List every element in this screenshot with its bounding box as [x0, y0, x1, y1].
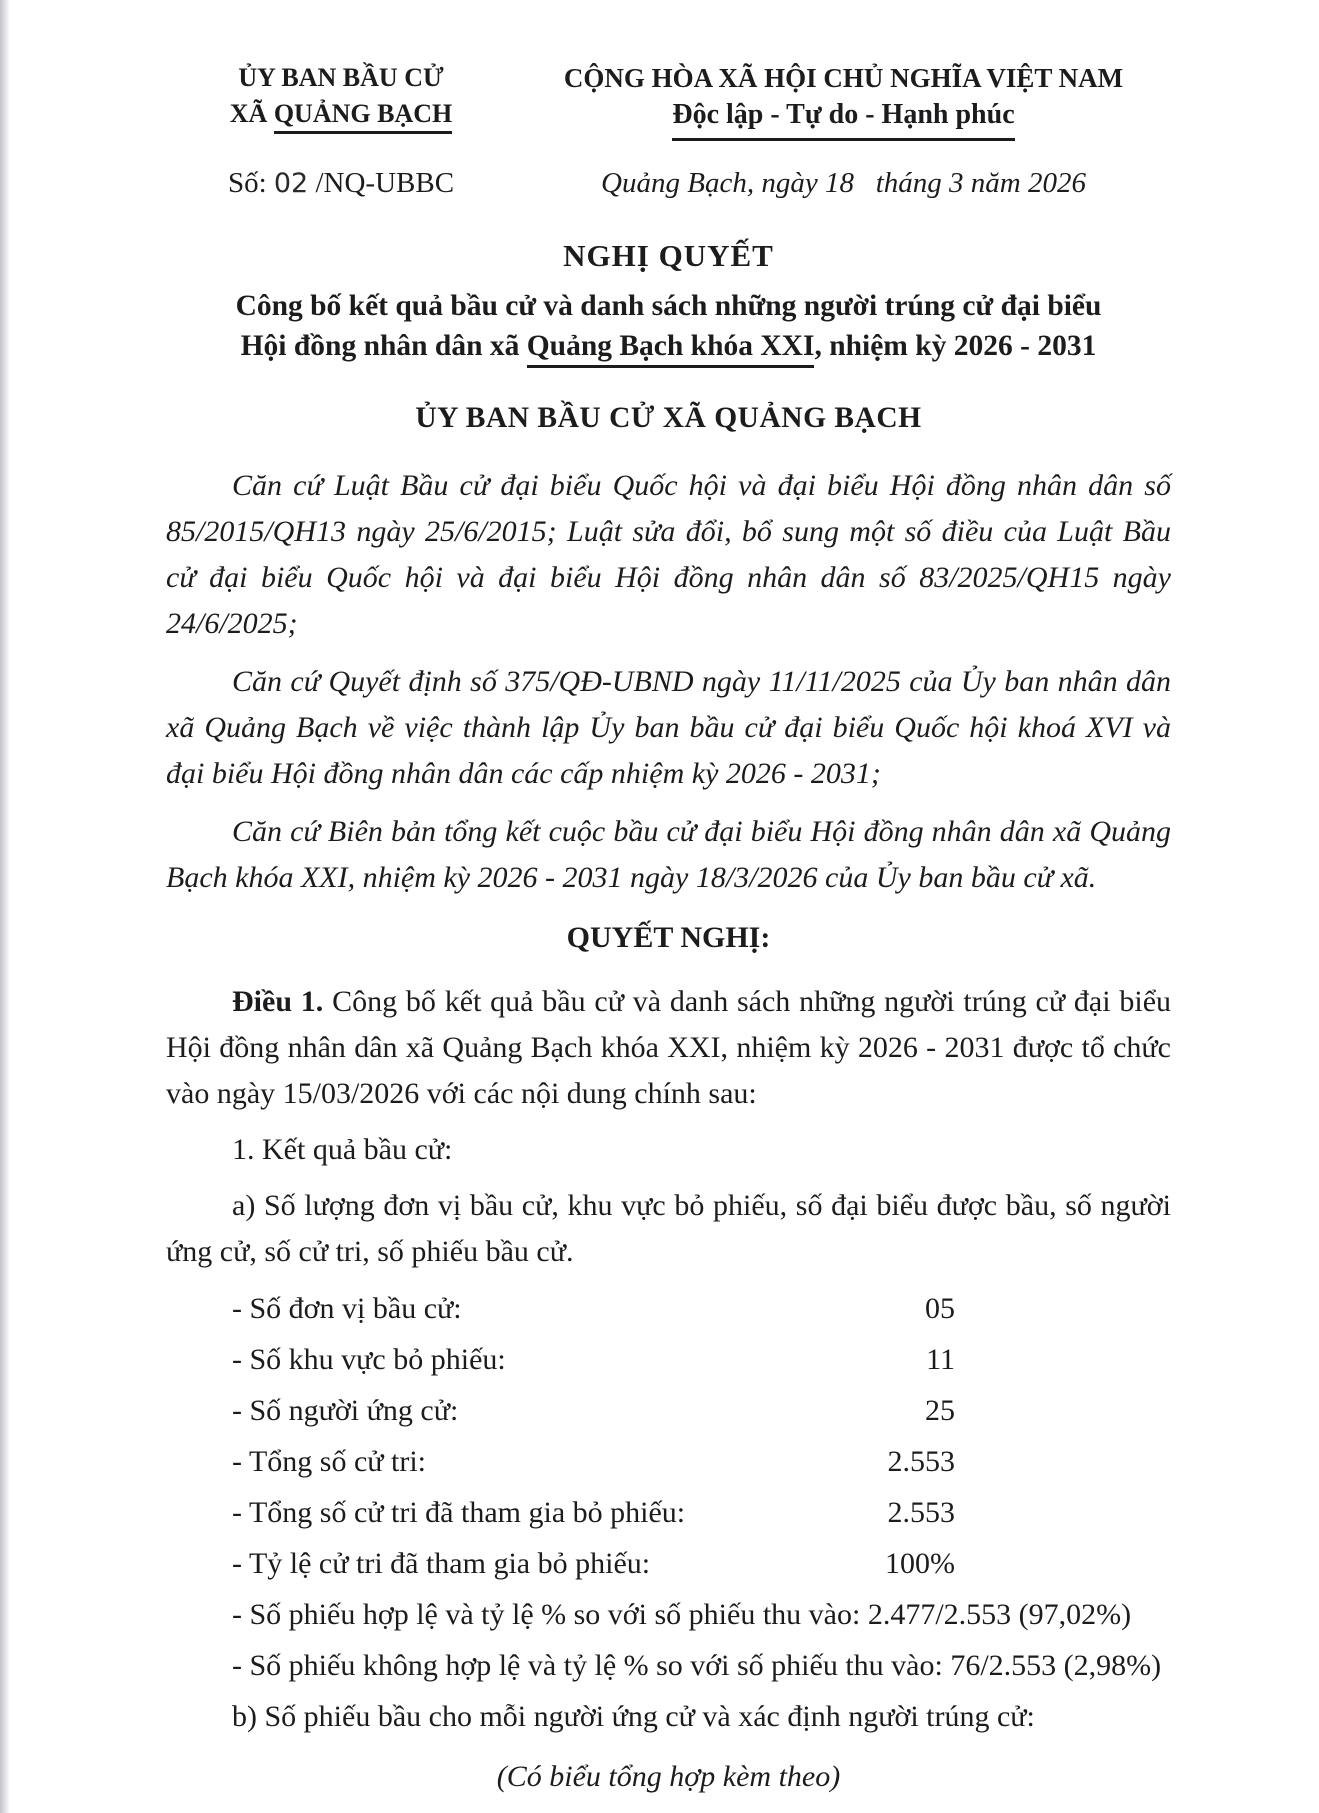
preamble-paragraph: Căn cứ Luật Bầu cử đại biểu Quốc hội và đại biểu Hội đồng nhân dân số 85/2015/QH13 ngày 25/6/2015; Luật sửa đổi, bổ sung một số điều của Luật Bầu cử đại biểu Quốc hội và đại biểu Hội đồng nhân dân số 83/2025/QH15 ngày 24/6/2025;: [166, 469, 1171, 640]
document-number-value: 02: [273, 168, 309, 199]
org-name-line2-pre: XÃ: [229, 99, 274, 128]
document-number: [166, 167, 516, 200]
issuing-org-block: [166, 60, 516, 141]
stat-row: [166, 1547, 1171, 1581]
stat-value: 11: [926, 1343, 955, 1376]
item-b-line: b) Số phiếu bầu cho mỗi người ứng cử và xác định người trúng cử:: [232, 1700, 1035, 1733]
title-line2-post: , nhiệm kỳ 2026 - 2031: [814, 330, 1097, 362]
preamble-section: [166, 463, 1171, 901]
stat-row: [166, 1496, 1171, 1530]
stat-value: 05: [925, 1292, 955, 1325]
document-header: [166, 60, 1171, 141]
stat-row: [166, 1292, 1171, 1326]
stat-label: - Tổng số cử tri:: [232, 1445, 427, 1478]
stat-label: - Số khu vực bỏ phiếu:: [232, 1343, 506, 1376]
document-number-suffix: /NQ-UBBC: [315, 167, 455, 199]
place-and-date: Quảng Bạch, ngày 18 tháng 3 năm 2026: [601, 167, 1086, 199]
attachment-note: (Có biểu tổng hợp kèm theo): [496, 1760, 841, 1793]
stat-value: 100%: [885, 1547, 955, 1580]
preamble-paragraph: Căn cứ Quyết định số 375/QĐ-UBND ngày 11/11/2025 của Ủy ban nhân dân xã Quảng Bạch về việc thành lập Ủy ban bầu cử đại biểu Quốc hội khoá XVI và đại biểu Hội đồng nhân dân các cấp nhiệm kỳ 2026 - 2031;: [166, 665, 1171, 790]
stat-row: [166, 1343, 1171, 1377]
stat-inline-row: - Số phiếu không hợp lệ và tỷ lệ % so với số phiếu thu vào: 76/2.553 (2,98%): [232, 1649, 1162, 1682]
section-1-heading: 1. Kết quả bầu cử:: [232, 1133, 453, 1166]
stat-label: - Số người ứng cử:: [232, 1394, 459, 1427]
number-and-date-row: [166, 167, 1171, 200]
org-name-line2-underlined: QUẢNG BẠCH: [274, 99, 452, 134]
document-number-label: Số:: [227, 167, 267, 199]
title-line2: [166, 326, 1171, 366]
article-1-text: Công bố kết quả bầu cử và danh sách những người trúng cử đại biểu Hội đồng nhân dân xã Quảng Bạch khóa XXI, nhiệm kỳ 2026 - 2031 được tổ chức vào ngày 15/03/2026 với các nội dung chính sau:: [166, 985, 1172, 1110]
title-line2-underlined: Quảng Bạch khóa XXI: [527, 330, 815, 368]
stat-label: - Số đơn vị bầu cử:: [232, 1292, 462, 1325]
stat-value: 2.553: [887, 1496, 955, 1529]
stat-value: 2.553: [887, 1445, 955, 1478]
preamble-paragraph: Căn cứ Biên bản tổng kết cuộc bầu cử đại biểu Hội đồng nhân dân xã Quảng Bạch khóa XXI, nhiệm kỳ 2026 - 2031 ngày 18/3/2026 của Ủy ban bầu cử xã.: [166, 815, 1171, 894]
org-name-line1: ỦY BAN BẦU CỬ: [238, 63, 444, 92]
stat-row: [166, 1394, 1171, 1428]
article-1-label: Điều 1.: [232, 985, 324, 1018]
stat-row: [166, 1445, 1171, 1479]
national-motto-block: [516, 60, 1171, 141]
stat-label: - Tổng số cử tri đã tham gia bỏ phiếu:: [232, 1496, 686, 1529]
stat-inline-row: - Số phiếu hợp lệ và tỷ lệ % so với số phiếu thu vào: 2.477/2.553 (97,02%): [232, 1598, 1132, 1631]
national-motto: [516, 96, 1171, 141]
resolution-heading: QUYẾT NGHỊ:: [566, 921, 771, 954]
issuer-heading: ỦY BAN BẦU CỬ XÃ QUẢNG BẠCH: [415, 402, 922, 434]
article-1-paragraph: [166, 979, 1171, 1117]
national-motto-text: Độc lập - Tự do - Hạnh phúc: [672, 96, 1014, 141]
stat-label: - Tỷ lệ cử tri đã tham gia bỏ phiếu:: [232, 1547, 651, 1580]
stat-value: 25: [925, 1394, 955, 1427]
org-name-line2: [166, 96, 516, 132]
title-line1: Công bố kết quả bầu cử và danh sách những người trúng cử đại biểu: [235, 290, 1102, 322]
scan-edge-shadow: [0, 0, 10, 1813]
national-title: CỘNG HÒA XÃ HỘI CHỦ NGHĨA VIỆT NAM: [563, 63, 1124, 93]
item-a-paragraph: a) Số lượng đơn vị bầu cử, khu vực bỏ phiếu, số đại biểu được bầu, số người ứng cử, số cử tri, số phiếu bầu cử.: [166, 1189, 1171, 1268]
document-type-heading: NGHỊ QUYẾT: [563, 238, 774, 273]
document-title-block: [166, 238, 1171, 366]
title-line2-pre: Hội đồng nhân dân xã: [240, 330, 527, 362]
